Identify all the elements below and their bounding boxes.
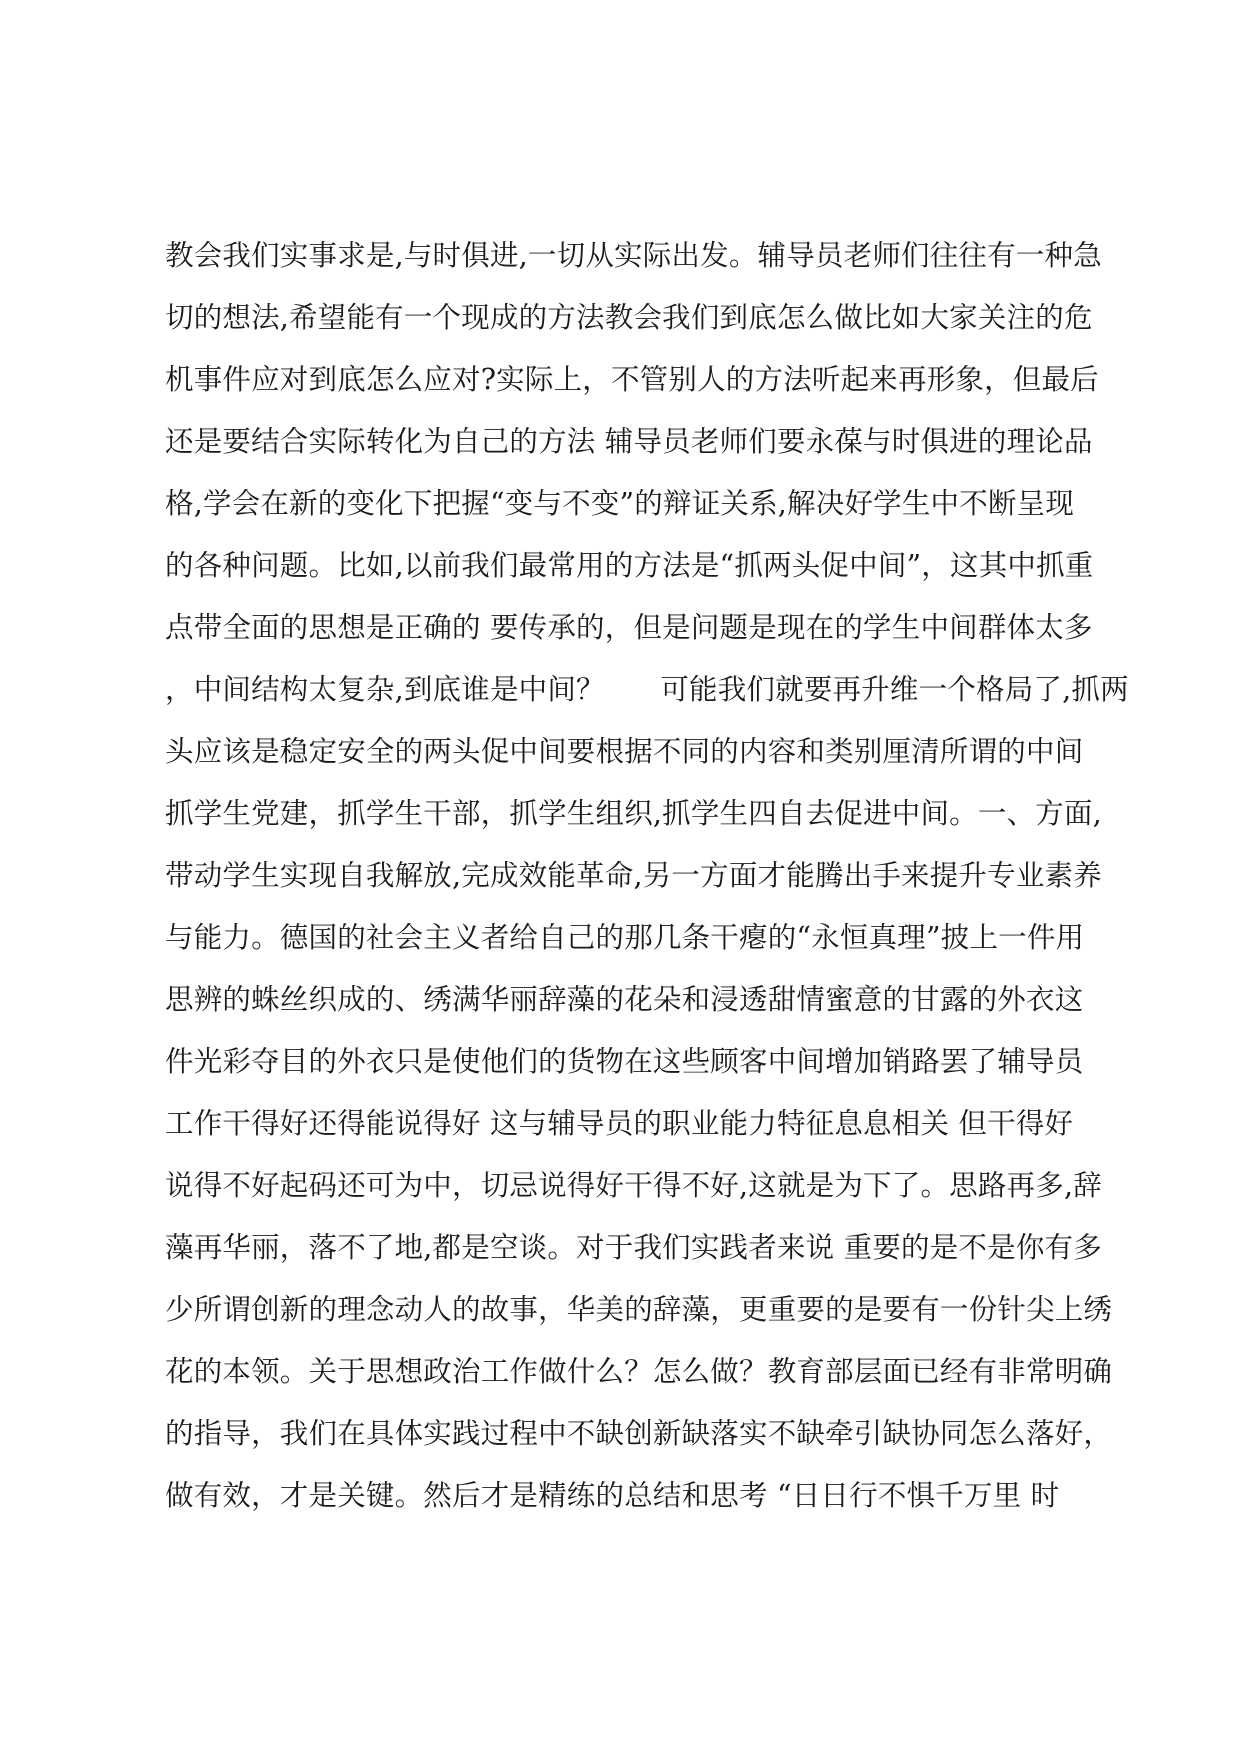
text-line: 格,学会在新的变化下把握“变与不变”的辩证关系,解决好学生中不断呈现 — [165, 487, 1075, 520]
text-line: 花的本领。关于思想政治工作做什么？怎么做？教育部层面已经有非常明确 — [165, 1355, 1113, 1388]
text-line: 藻再华丽，落不了地,都是空谈。对于我们实践者来说 重要的是不是你有多 — [165, 1231, 1102, 1264]
text-line: 工作干得好还得能说得好 这与辅导员的职业能力特征息息相关 但干得好 — [165, 1107, 1074, 1140]
text-line: 点带全面的思想是正确的 要传承的，但是问题是现在的学生中间群体太多 — [165, 611, 1093, 644]
text-line: 的指导，我们在具体实践过程中不缺创新缺落实不缺牵引缺协同怎么落好， — [165, 1417, 1113, 1450]
text-line: 抓学生党建，抓学生干部，抓学生组织,抓学生四自去促进中间。一、方面, — [165, 797, 1102, 830]
text-line: 说得不好起码还可为中，切忌说得好干得不好,这就是为下了。思路再多,辞 — [165, 1169, 1102, 1202]
text-line: ，中间结构太复杂,到底谁是中间？ 可能我们就要再升维一个格局了,抓两 — [165, 673, 1129, 706]
text-line: 与能力。德国的社会主义者给自己的那几条干瘪的“永恒真理”披上一件用 — [165, 921, 1085, 954]
text-line: 还是要结合实际转化为自己的方法 辅导员老师们要永葆与时俱进的理论品 — [165, 425, 1093, 458]
text-line: 带动学生实现自我解放,完成效能革命,另一方面才能腾出手来提升专业素养 — [165, 859, 1102, 892]
text-line: 教会我们实事求是,与时俱进,一切从实际出发。辅导员老师们往往有一种急 — [165, 239, 1102, 272]
text-line: 头应该是稳定安全的两头促中间要根据不同的内容和类别厘清所谓的中间 — [165, 735, 1084, 768]
text-line: 少所谓创新的理念动人的故事，华美的辞藻，更重要的是要有一份针尖上绣 — [165, 1293, 1113, 1326]
text-line: 机事件应对到底怎么应对?实际上，不管别人的方法听起来再形象，但最后 — [165, 363, 1099, 396]
text-line: 件光彩夺目的外衣只是使他们的货物在这些顾客中间增加销路罢了辅导员 — [165, 1045, 1084, 1078]
text-line: 做有效，才是关键。然后才是精练的总结和思考 “日日行不惧千万里 时 — [165, 1479, 1060, 1512]
text-line: 的各种问题。比如,以前我们最常用的方法是“抓两头促中间”，这其中抓重 — [165, 549, 1094, 582]
text-line: 切的想法,希望能有一个现成的方法教会我们到底怎么做比如大家关注的危 — [165, 301, 1093, 334]
text-line: 思辨的蛛丝织成的、绣满华丽辞藻的花朵和浸透甜情蜜意的甘露的外衣这 — [165, 983, 1084, 1016]
body-text — [165, 225, 1129, 1527]
